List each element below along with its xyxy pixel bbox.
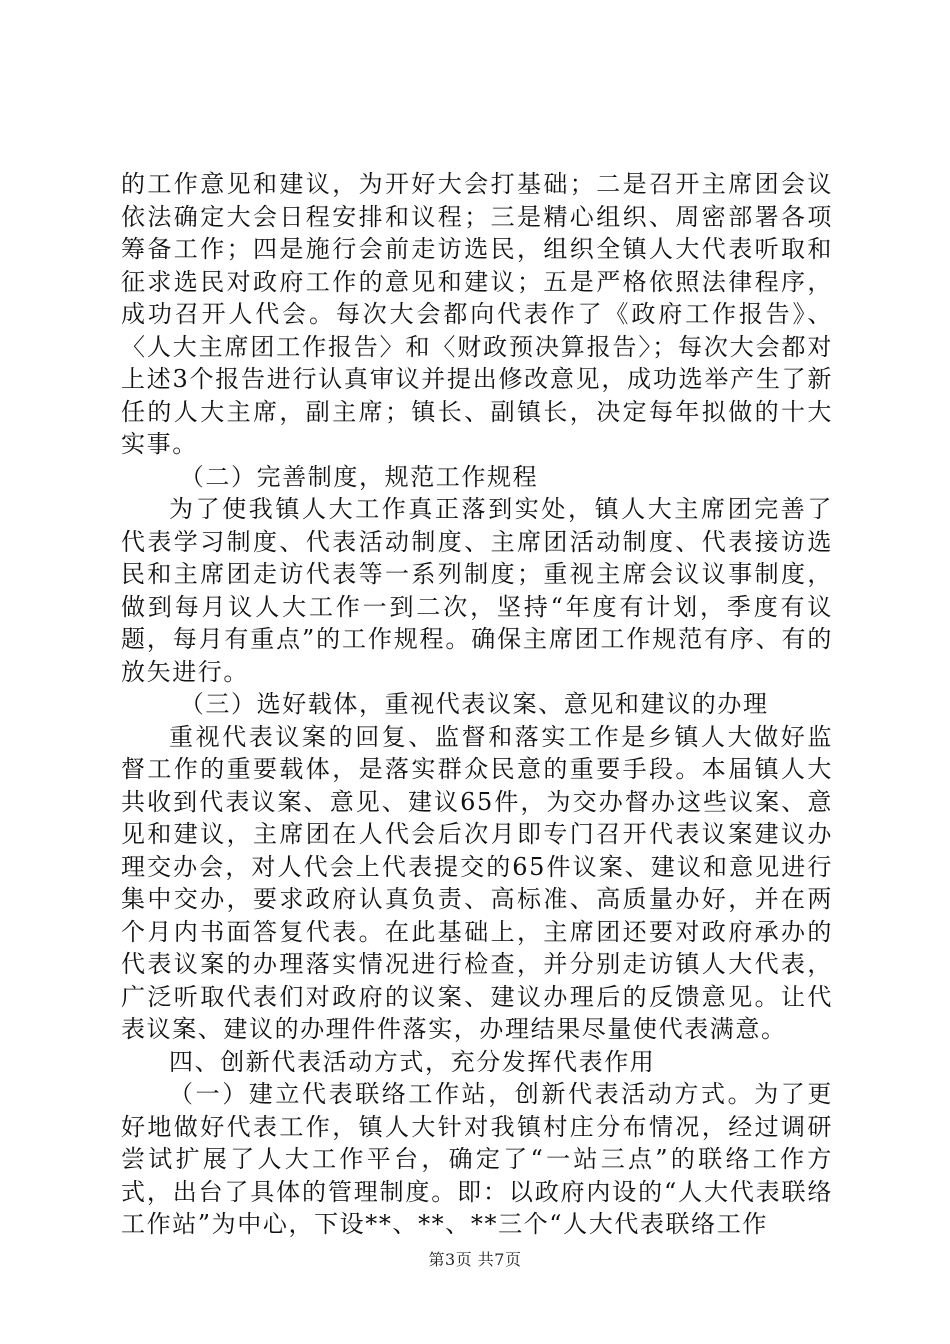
chapter-heading-4: 四、创新代表活动方式，充分发挥代表作用 bbox=[169, 1047, 656, 1076]
paragraph-liaison-station: （一）建立代表联络工作站，创新代表活动方式。为了更好地做好代表工作，镇人大针对我镇村庄分布情况，经过调研尝试扩展了人大工作平台，确定了“一站三点”的联络工作方式，出台了具体的管理制度。即：以政府内设的“人大代表联络工作站”为中心，下设**、**、**三个“人大代表联络工作 bbox=[121, 1080, 833, 1238]
page-footer: 第3页 共7页 bbox=[428, 1250, 522, 1269]
paragraph-institutions: 为了使我镇人大工作真正落到实处，镇人大主席团完善了代表学习制度、代表活动制度、主席团活动制度、代表接访选民和主席团走访代表等一系列制度；重视主席会议议事制度，做到每月议人大工作一到二次，坚持“年度有计划，季度有议题，每月有重点”的工作规程。确保主席团工作规范有序、有的放矢进行。 bbox=[121, 495, 833, 686]
paragraph-continuation: 的工作意见和建议，为开好大会打基础；二是召开主席团会议依法确定大会日程安排和议程；三是精心组织、周密部署各项筹备工作；四是施行会前走访选民，组织全镇人大代表听取和征求选民对政府工作的意见和建议；五是严格依照法律程序，成功召开人代会。每次大会都向代表作了《政府工作报告》、〈人大主席团工作报告〉和〈财政预决算报告〉；每次大会都对上述3个报告进行认真审议并提出修改意见，成功选举产生了新任的人大主席，副主席；镇长、副镇长，决定每年拟做的十大实事。 bbox=[121, 170, 833, 458]
section-heading-3: （三）选好载体，重视代表议案、意见和建议的办理 bbox=[179, 690, 769, 718]
document-body bbox=[121, 168, 833, 1241]
section-heading-2: （二）完善制度，规范工作规程 bbox=[179, 462, 539, 491]
paragraph-proposals: 重视代表议案的回复、监督和落实工作是乡镇人大做好监督工作的重要载体，是落实群众民意的重要手段。本届镇人大共收到代表议案、意见、建议65件，为交办督办这些议案、意见和建议，主席团在人代会后次月即专门召开代表议案建议办理交办会，对人代会上代表提交的65件议案、建议和意见进行集中交办，要求政府认真负责、高标准、高质量办好，并在两个月内书面答复代表。在此基础上，主席团还要对政府承办的代表议案的办理落实情况进行检查，并分别走访镇人大代表，广泛听取代表们对政府的议案、建议办理后的反馈意见。让代表议案、建议的办理件件落实，办理结果尽量使代表满意。 bbox=[121, 722, 833, 1043]
